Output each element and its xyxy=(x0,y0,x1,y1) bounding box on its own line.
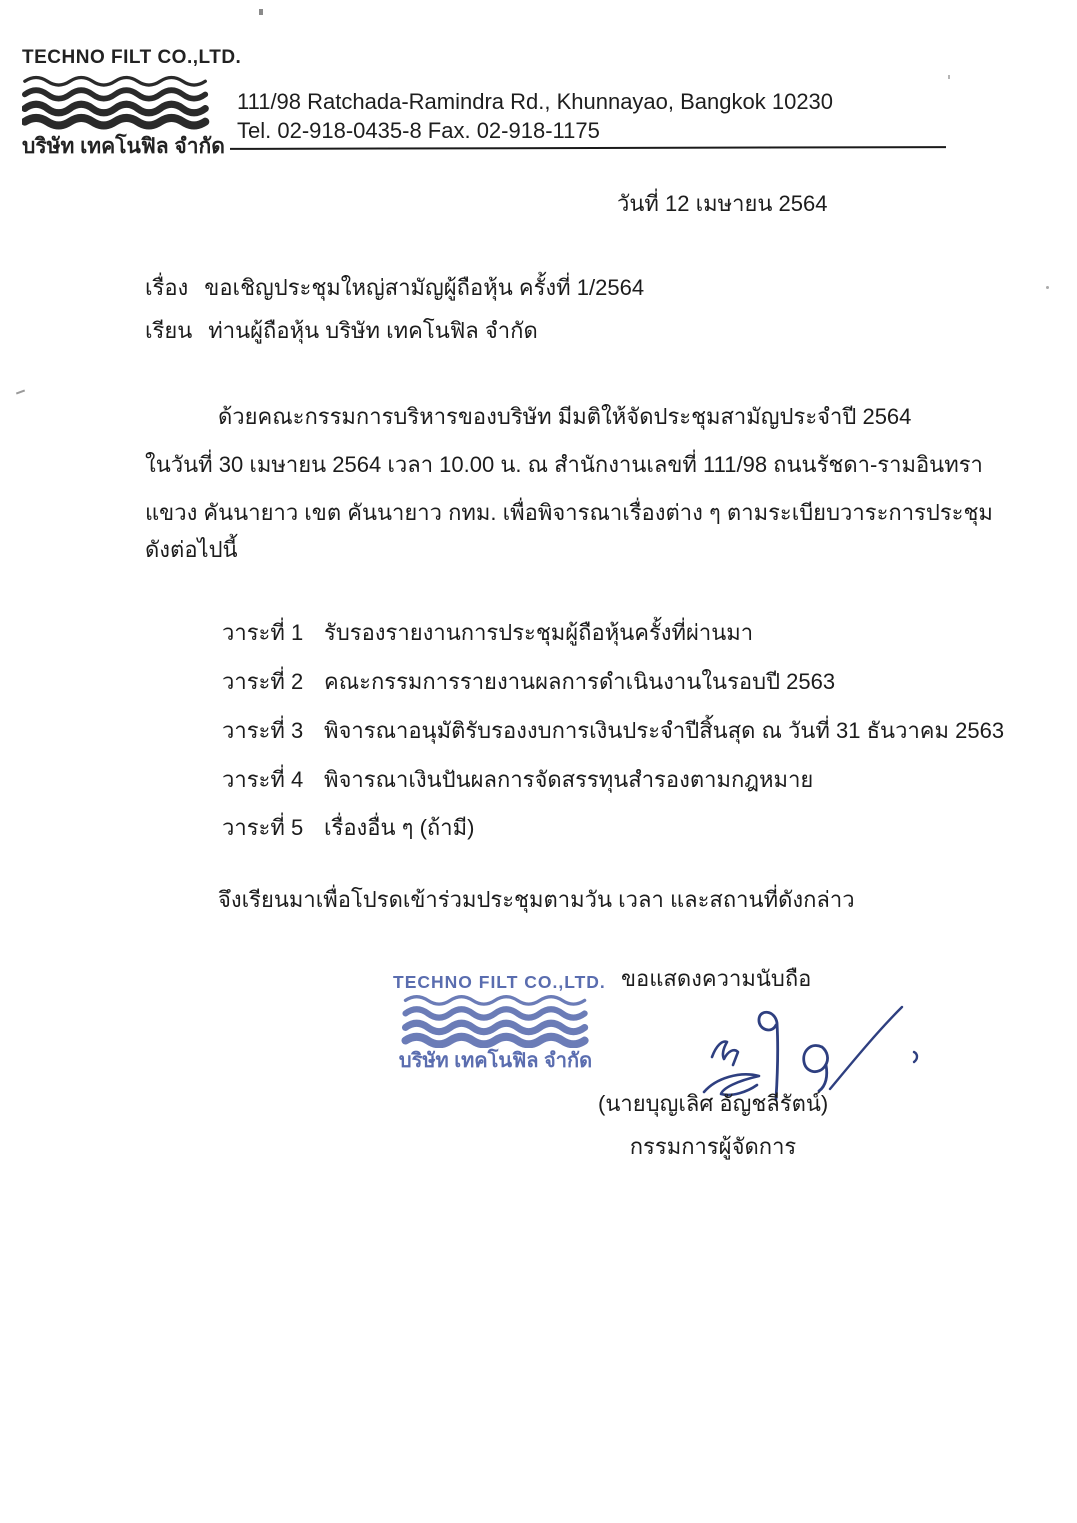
agenda-item-text: รับรองรายงานการประชุมผู้ถือหุ้นครั้งที่ผ่านมา xyxy=(324,620,754,645)
address-line: 111/98 Ratchada-Ramindra Rd., Khunnayao, Bangkok 10230 xyxy=(237,89,834,114)
signer-name: (นายบุญเลิศ อัญชลีรัตน์) xyxy=(598,1091,829,1116)
phone-fax-line: Tel. 02-918-0435-8 Fax. 02-918-1175 xyxy=(237,118,600,143)
agenda-item xyxy=(222,715,1004,747)
agenda-item xyxy=(222,764,813,796)
company-stamp xyxy=(393,972,606,1073)
body-paragraph-line: ดังต่อไปนี้ xyxy=(145,537,238,562)
agenda-item xyxy=(222,812,474,844)
agenda-item-text: พิจารณาอนุมัติรับรองงบการเงินประจำปีสิ้นสุด ณ วันที่ 31 ธันวาคม 2563 xyxy=(324,718,1005,743)
subject-line xyxy=(145,272,644,304)
agenda-item-label: วาระที่ 1 xyxy=(222,620,304,645)
scan-speck xyxy=(259,9,263,15)
salutation-label: เรียน xyxy=(145,318,193,343)
agenda-item-label: วาระที่ 2 xyxy=(222,669,304,694)
agenda-item-label: วาระที่ 3 xyxy=(222,718,304,743)
salutation-text: ท่านผู้ถือหุ้น บริษัท เทคโนฟิล จำกัด xyxy=(208,318,538,343)
salutation-line xyxy=(145,315,538,347)
agenda-item-label: วาระที่ 4 xyxy=(222,767,304,792)
agenda-item-text: พิจารณาเงินปันผลการจัดสรรทุนสำรองตามกฎหมาย xyxy=(324,767,814,792)
letter-date: วันที่ 12 เมษายน 2564 xyxy=(617,191,828,216)
logo-company-name-th: บริษัท เทคโนฟิล จำกัด xyxy=(22,134,225,158)
agenda-item xyxy=(222,617,753,649)
agenda-item xyxy=(222,666,835,698)
scan-speck xyxy=(1046,286,1049,289)
agenda-item-text: เรื่องอื่น ๆ (ถ้ามี) xyxy=(324,815,475,840)
body-paragraph-line: แขวง คันนายาว เขต คันนายาว กทม. เพื่อพิจารณาเรื่องต่าง ๆ ตามระเบียบวาระการประชุม xyxy=(145,500,993,525)
agenda-item-label: วาระที่ 5 xyxy=(222,815,304,840)
stamp-company-name-th: บริษัท เทคโนฟิล จำกัด xyxy=(398,1050,593,1073)
stamp-company-name-en: TECHNO FILT CO.,LTD. xyxy=(393,972,606,992)
signer-title: กรรมการผู้จัดการ xyxy=(629,1134,797,1159)
closing-line: จึงเรียนมาเพื่อโปรดเข้าร่วมประชุมตามวัน เวลา และสถานที่ดังกล่าว xyxy=(218,887,855,912)
agenda-item-text: คณะกรรมการรายงานผลการดำเนินงานในรอบปี 2563 xyxy=(324,669,836,694)
logo-company-name-en: TECHNO FILT CO.,LTD. xyxy=(22,47,242,68)
respect-line: ขอแสดงความนับถือ xyxy=(621,966,812,991)
subject-label: เรื่อง xyxy=(145,275,189,300)
body-paragraph-line: ในวันที่ 30 เมษายน 2564 เวลา 10.00 น. ณ สำนักงานเลขที่ 111/98 ถนนรัชดา-รามอินทรา xyxy=(145,452,983,477)
body-paragraph-line: ด้วยคณะกรรมการบริหารของบริษัท มีมติให้จัดประชุมสามัญประจำปี 2564 xyxy=(218,404,912,429)
subject-text: ขอเชิญประชุมใหญ่สามัญผู้ถือหุ้น ครั้งที่ 1/2564 xyxy=(204,275,645,300)
scan-speck xyxy=(16,390,25,395)
scan-speck xyxy=(948,75,950,79)
wavy-lines-icon xyxy=(396,992,596,1048)
wavy-lines-icon xyxy=(22,72,210,130)
company-logo xyxy=(22,47,242,162)
